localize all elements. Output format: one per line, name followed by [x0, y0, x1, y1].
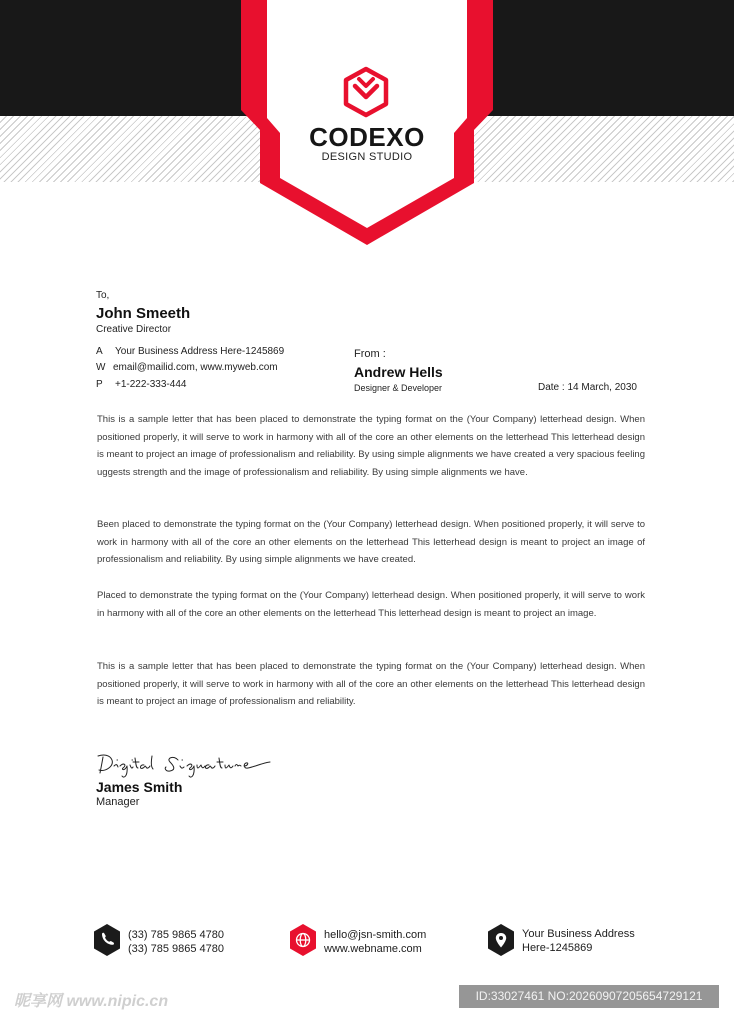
signatory-role: Manager: [96, 796, 140, 808]
letter-date: Date : 14 March, 2030: [538, 382, 637, 393]
footer-phone-line-1: (33) 785 9865 4780: [128, 929, 225, 941]
footer-phone-block: [128, 928, 224, 956]
sender-name: Andrew Hells: [354, 364, 443, 380]
address-key: A: [96, 346, 103, 357]
recipient-name: John Smeeth: [96, 305, 191, 322]
recipient-phone-row: [96, 379, 186, 390]
brand-name: CODEXO: [309, 122, 425, 152]
location-pin-icon: [486, 923, 516, 957]
body-paragraph-3: Placed to demonstrate the typing format on the (Your Company) letterhead design. When positioned properly, it will serve to work in harmony with all of the core an other elements on the letterhead This letterhead design is meant to project an image.: [97, 590, 645, 619]
phone-icon: [92, 923, 122, 957]
recipient-title: Creative Director: [96, 324, 172, 335]
footer-address-line-1: Your Business Address: [522, 928, 635, 940]
digital-signature: [94, 746, 274, 782]
recipient-address-row: [96, 346, 284, 357]
footer-website[interactable]: www.webname.com: [324, 943, 422, 955]
footer-email[interactable]: hello@jsn-smith.com: [324, 929, 427, 941]
hexagon-chevron-logo-icon: [342, 66, 390, 118]
phone-value: +1-222-333-444: [115, 379, 187, 390]
brand-tagline: DESIGN STUDIO: [321, 151, 413, 163]
watermark-id: ID:33027461 NO:20260907205654729121: [459, 985, 719, 1008]
body-paragraph-4: This is a sample letter that has been placed to demonstrate the typing format on the (Your Company) letterhead design. When positioned properly, it will serve to work in harmony with all of the core an other elements on the letterhead This letterhead design is meant to project an image of professionalism and reliability.: [97, 661, 645, 708]
recipient-web-row: [96, 362, 278, 373]
web-value: email@mailid.com, www.myweb.com: [113, 362, 278, 373]
from-label: From :: [354, 348, 386, 360]
to-label: To,: [96, 290, 110, 301]
footer-address-block: [522, 927, 635, 955]
watermark-left: 昵享网 www.nipic.cn: [14, 993, 169, 1010]
footer-web-block: [324, 928, 426, 956]
web-key: W: [96, 362, 106, 373]
sender-title: Designer & Developer: [354, 383, 443, 393]
globe-icon: [288, 923, 318, 957]
body-paragraph-2: Been placed to demonstrate the typing format on the (Your Company) letterhead design. When positioned properly, it will serve to work in harmony with all of the core an other elements on the letterhead This letterhead design is meant to project an image of professionalism and reliability. By using simple alignments we have created.: [97, 519, 645, 566]
footer-phone-line-2: (33) 785 9865 4780: [128, 943, 225, 955]
body-paragraph-1: This is a sample letter that has been placed to demonstrate the typing format on the (Your Company) letterhead design. When positioned properly, it will serve to work in harmony with all of the core an other elements on the letterhead This letterhead design is meant to project an image of professionalism and reliability. By using simple alignments we have created a very spacious feeling uggests strength and the image of professionalism and reliability. By using simple alignments we have.: [97, 414, 645, 478]
footer-address-line-2: Here-1245869: [522, 942, 593, 954]
signatory-name: James Smith: [96, 779, 183, 795]
address-value: Your Business Address Here-1245869: [115, 346, 285, 357]
phone-key: P: [96, 379, 103, 390]
